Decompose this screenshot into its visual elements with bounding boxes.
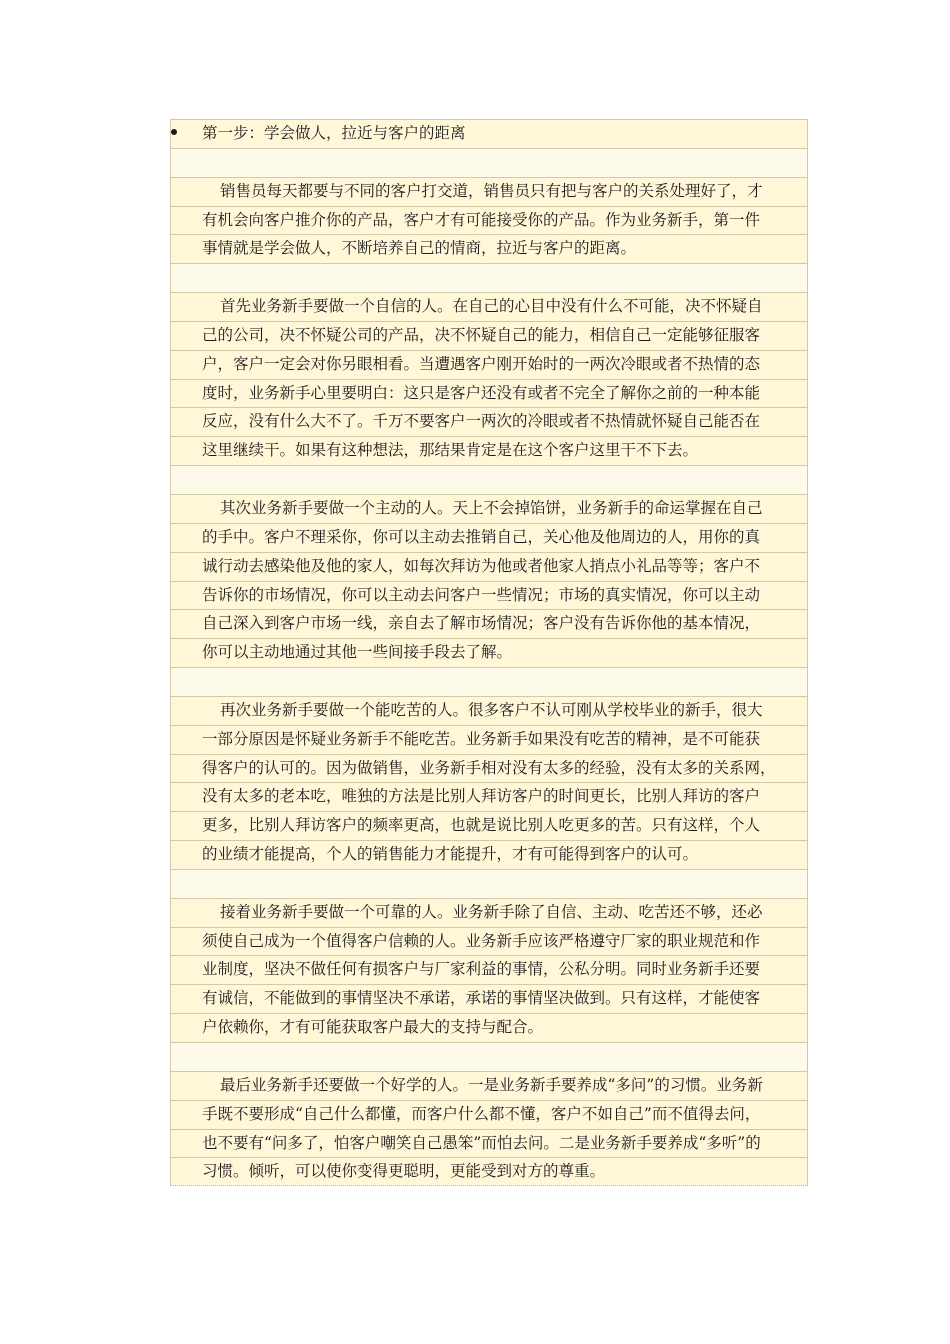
paragraph-line: 的业绩才能提高，个人的销售能力才能提升，才有可能得到客户的认可。 <box>202 845 699 864</box>
paragraph-line-row <box>170 379 808 408</box>
paragraph-line: 首先业务新手要做一个自信的人。在自己的心目中没有什么不可能，决不怀疑自 <box>220 297 763 316</box>
paragraph-line-row <box>170 177 808 206</box>
paragraph-line: 没有太多的老本吃，唯独的方法是比别人拜访客户的时间更长，比别人拜访的客户 <box>202 787 761 806</box>
paragraph-line: 业制度，坚决不做任何有损客户与厂家利益的事情，公私分明。同时业务新手还要 <box>202 960 761 979</box>
paragraph-line: 的手中。客户不理采你，你可以主动去推销自己，关心他及他周边的人，用你的真 <box>202 527 761 546</box>
paragraph-line-row <box>170 436 808 465</box>
paragraph-line: 户，客户一定会对你另眼相看。当遭遇客户刚开始时的一两次冷眼或者不热情的态 <box>202 354 761 373</box>
paragraph-line: 度时，业务新手心里要明白：这只是客户还没有或者不完全了解你之前的一种本能 <box>202 383 761 402</box>
paragraph-line-row <box>170 581 808 610</box>
paragraph-line-row <box>170 927 808 956</box>
spacer-row <box>170 1042 808 1071</box>
paragraph-line-row <box>170 1157 808 1186</box>
paragraph-line: 更多，比别人拜访客户的频率更高，也就是说比别人吃更多的苦。只有这样，个人 <box>202 816 761 835</box>
paragraph-line-row <box>170 1100 808 1129</box>
document-sheet <box>170 119 808 1186</box>
paragraph-line-row <box>170 955 808 984</box>
paragraph-line: 反应，没有什么大不了。千万不要客户一两次的冷眼或者不热情就怀疑自己能否在 <box>202 412 761 431</box>
paragraph-line: 其次业务新手要做一个主动的人。天上不会掉馅饼，业务新手的命运掌握在自己 <box>220 498 763 517</box>
paragraph-line: 须使自己成为一个值得客户信赖的人。业务新手应该严格遵守厂家的职业规范和作 <box>202 931 761 950</box>
paragraph-line-row <box>170 754 808 783</box>
paragraph-line: 告诉你的市场情况，你可以主动去问客户一些情况；市场的真实情况，你可以主动 <box>202 585 761 604</box>
section-heading: 第一步：学会做人，拉近与客户的距离 <box>202 124 466 142</box>
paragraph-line-row <box>170 840 808 869</box>
spacer-row <box>170 465 808 494</box>
paragraph-line-row <box>170 494 808 523</box>
paragraph-line-row <box>170 898 808 927</box>
paragraph-line-row <box>170 206 808 235</box>
paragraph-line-row <box>170 696 808 725</box>
paragraph-line: 诚行动去感染他及他的家人，如每次拜访为他或者他家人捎点小礼品等等；客户不 <box>202 556 761 575</box>
paragraph-line: 你可以主动地通过其他一些间接手段去了解。 <box>202 643 513 662</box>
paragraph-line-row <box>170 984 808 1013</box>
paragraph-line-row <box>170 234 808 263</box>
paragraph-line: 有机会向客户推介你的产品，客户才有可能接受你的产品。作为业务新手，第一件 <box>202 210 761 229</box>
spacer-row <box>170 148 808 177</box>
paragraph-line-row <box>170 523 808 552</box>
paragraph-line: 有诚信，不能做到的事情坚决不承诺，承诺的事情坚决做到。只有这样，才能使客 <box>202 989 761 1008</box>
paragraph-line-row <box>170 1129 808 1158</box>
paragraph-line-row <box>170 609 808 638</box>
paragraph-line: 自己深入到客户市场一线，亲自去了解市场情况；客户没有告诉你他的基本情况， <box>202 614 761 633</box>
heading-row <box>170 119 808 148</box>
paragraph-line: 再次业务新手要做一个能吃苦的人。很多客户不认可刚从学校毕业的新手，很大 <box>220 700 763 719</box>
paragraph-line-row <box>170 350 808 379</box>
paragraph-line: 也不要有“问多了，怕客户嘲笑自己愚笨”而怕去问。二是业务新手要养成“多听”的 <box>202 1133 761 1152</box>
paragraph-line-row <box>170 638 808 667</box>
bullet-icon <box>171 129 177 135</box>
spacer-row <box>170 667 808 696</box>
paragraph-line: 户依赖你，才有可能获取客户最大的支持与配合。 <box>202 1018 544 1037</box>
paragraph-line-row <box>170 292 808 321</box>
paragraph-line: 手既不要形成“自己什么都懂，而客户什么都不懂，客户不如自己”而不值得去问， <box>202 1104 761 1123</box>
paragraph-line: 得客户的认可的。因为做销售，业务新手相对没有太多的经验，没有太多的关系网， <box>202 758 776 777</box>
paragraph-line: 一部分原因是怀疑业务新手不能吃苦。业务新手如果没有吃苦的精神，是不可能获 <box>202 729 761 748</box>
paragraph-line-row <box>170 552 808 581</box>
spacer-row <box>170 869 808 898</box>
spacer-row <box>170 263 808 292</box>
paragraph-line-row <box>170 725 808 754</box>
paragraph-line-row <box>170 407 808 436</box>
paragraph-line: 接着业务新手要做一个可靠的人。业务新手除了自信、主动、吃苦还不够，还必 <box>220 902 763 921</box>
paragraph-line: 习惯。倾听，可以使你变得更聪明，更能受到对方的尊重。 <box>202 1162 606 1181</box>
paragraph-line: 事情就是学会做人，不断培养自己的情商，拉近与客户的距离。 <box>202 239 637 258</box>
paragraph-line: 这里继续干。如果有这种想法，那结果肯定是在这个客户这里干不下去。 <box>202 441 699 460</box>
paragraph-line-row <box>170 811 808 840</box>
paragraph-line: 销售员每天都要与不同的客户打交道，销售员只有把与客户的关系处理好了，才 <box>220 181 763 200</box>
paragraph-line: 最后业务新手还要做一个好学的人。一是业务新手要养成“多问”的习惯。业务新 <box>220 1075 763 1094</box>
paragraph-line-row <box>170 1071 808 1100</box>
paragraph-line: 己的公司，决不怀疑公司的产品，决不怀疑自己的能力，相信自己一定能够征服客 <box>202 325 761 344</box>
paragraph-line-row <box>170 1013 808 1042</box>
paragraph-line-row <box>170 321 808 350</box>
paragraph-line-row <box>170 782 808 811</box>
